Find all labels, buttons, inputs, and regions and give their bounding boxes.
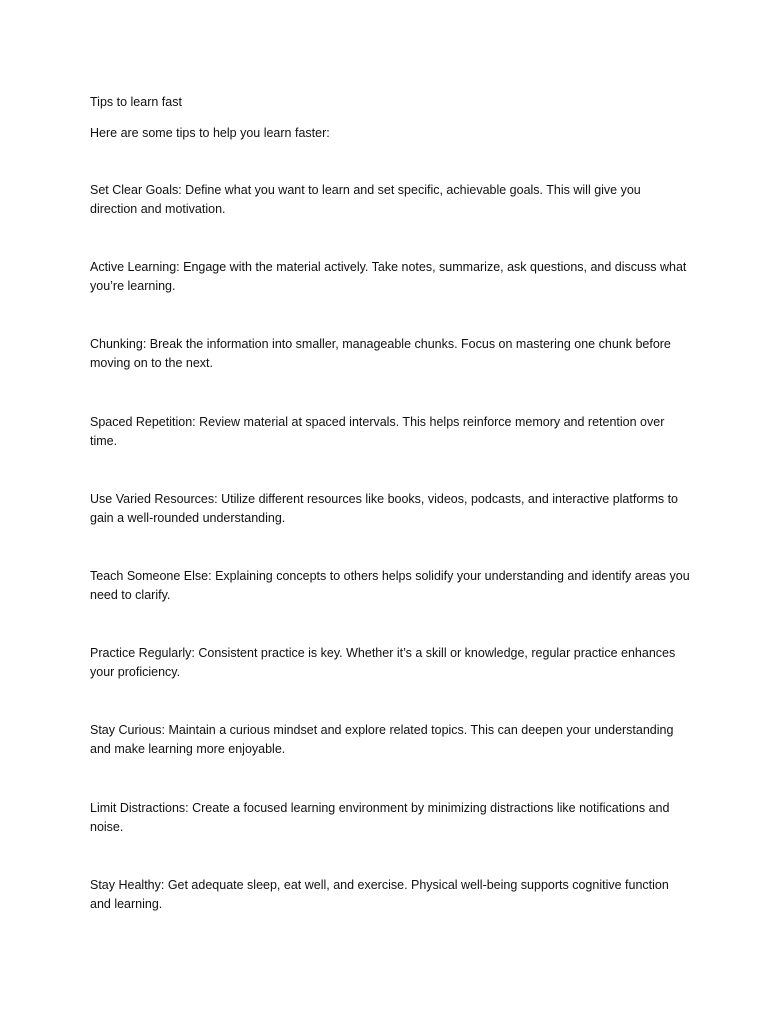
tip-item-9: Limit Distractions: Create a focused learning environment by minimizing distractions like notifications and noise.: [90, 800, 670, 834]
tip-item-2: Active Learning: Engage with the material actively. Take notes, summarize, ask questions, and discuss what you’re learning.: [90, 260, 687, 294]
tips-list: [90, 181, 690, 953]
intro-text: Here are some tips to help you learn faster:: [90, 126, 330, 140]
tip-item-4: Spaced Repetition: Review material at spaced intervals. This helps reinforce memory and retention over time.: [90, 414, 665, 448]
tip-item-10: Stay Healthy: Get adequate sleep, eat well, and exercise. Physical well-being supports cognitive function and learning.: [90, 877, 669, 911]
tip-item-8: Stay Curious: Maintain a curious mindset and explore related topics. This can deepen your understanding and make learning more enjoyable.: [90, 723, 674, 757]
tip-item-1: Set Clear Goals: Define what you want to learn and set specific, achievable goals. This will give you direction and motivation.: [90, 183, 641, 216]
tip-item-6: Teach Someone Else: Explaining concepts to others helps solidify your understanding and identify areas you need to clarify.: [90, 568, 690, 602]
tip-item-5: Use Varied Resources: Utilize different resources like books, videos, podcasts, and interactive platforms to gain a well-rounded understanding.: [90, 491, 679, 525]
tip-item-7: Practice Regularly: Consistent practice is key. Whether it’s a skill or knowledge, regular practice enhances your proficiency.: [90, 646, 676, 680]
document-title: Tips to learn fast: [90, 95, 182, 109]
tip-item-3: Chunking: Break the information into smaller, manageable chunks. Focus on mastering one chunk before moving on to the next.: [90, 337, 671, 371]
